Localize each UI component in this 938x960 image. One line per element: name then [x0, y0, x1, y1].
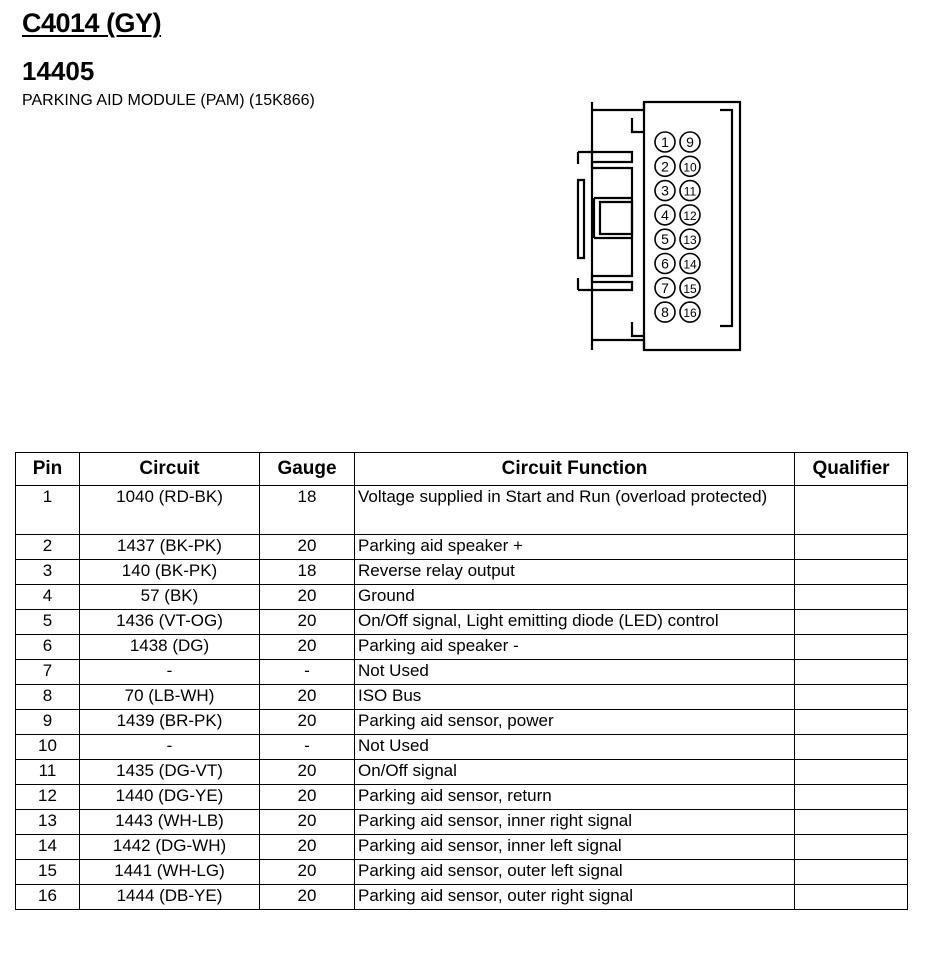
connector-code: C4014 (GY): [22, 8, 162, 38]
table-row: [16, 785, 908, 810]
qualifier-cell: [795, 685, 908, 710]
qualifier-cell: [795, 486, 908, 535]
table-row: [16, 760, 908, 785]
circuit-function-cell: Ground: [355, 585, 795, 610]
header-circuit: Circuit: [80, 453, 260, 486]
circuit-function-cell: Voltage supplied in Start and Run (overload protected): [355, 486, 795, 535]
pin-number-label: 6: [661, 255, 669, 272]
circuit-function-cell: Parking aid sensor, inner left signal: [355, 835, 795, 860]
gauge-cell: 20: [260, 685, 355, 710]
circuit-function-cell: ISO Bus: [355, 685, 795, 710]
pin-cell: 12: [16, 785, 80, 810]
table-row: [16, 560, 908, 585]
table-row: [16, 610, 908, 635]
table-row: [16, 585, 908, 610]
qualifier-cell: [795, 560, 908, 585]
circuit-cell: 1441 (WH-LG): [80, 860, 260, 885]
circuit-function-cell: Not Used: [355, 735, 795, 760]
pin-cell: 1: [16, 486, 80, 535]
pin-cell: 3: [16, 560, 80, 585]
gauge-cell: 20: [260, 535, 355, 560]
qualifier-cell: [795, 760, 908, 785]
connector-rail: [720, 110, 732, 326]
circuit-function-cell: On/Off signal: [355, 760, 795, 785]
pin-cell: 4: [16, 585, 80, 610]
circuit-cell: 1442 (DG-WH): [80, 835, 260, 860]
circuit-function-cell: Not Used: [355, 660, 795, 685]
qualifier-cell: [795, 660, 908, 685]
gauge-cell: 20: [260, 760, 355, 785]
circuit-cell: 140 (BK-PK): [80, 560, 260, 585]
circuit-cell: -: [80, 735, 260, 760]
pin-circles: [655, 132, 700, 322]
component-number: 14405: [22, 56, 95, 86]
pin-number-label: 13: [683, 233, 697, 248]
circuit-cell: 57 (BK): [80, 585, 260, 610]
table-row: [16, 860, 908, 885]
circuit-cell: -: [80, 660, 260, 685]
gauge-cell: -: [260, 660, 355, 685]
gauge-cell: 20: [260, 635, 355, 660]
pin-number-label: 10: [683, 160, 697, 175]
pin-cell: 15: [16, 860, 80, 885]
circuit-function-cell: Parking aid sensor, return: [355, 785, 795, 810]
pin-cell: 9: [16, 710, 80, 735]
pin-number-label: 7: [661, 279, 669, 296]
pin-number-label: 9: [686, 134, 694, 150]
gauge-cell: 20: [260, 585, 355, 610]
pin-cell: 7: [16, 660, 80, 685]
table-row: [16, 885, 908, 910]
circuit-cell: 70 (LB-WH): [80, 685, 260, 710]
circuit-function-cell: Parking aid sensor, outer left signal: [355, 860, 795, 885]
qualifier-cell: [795, 710, 908, 735]
circuit-function-cell: Parking aid sensor, inner right signal: [355, 810, 795, 835]
component-name: PARKING AID MODULE (PAM) (15K866): [22, 92, 315, 109]
qualifier-cell: [795, 635, 908, 660]
qualifier-cell: [795, 535, 908, 560]
connector-inner-body: [632, 102, 644, 350]
table-row: [16, 835, 908, 860]
table-row: [16, 810, 908, 835]
qualifier-cell: [795, 860, 908, 885]
pin-number-label: 8: [661, 304, 669, 321]
connector-latch-tab: [578, 180, 584, 258]
circuit-cell: 1040 (RD-BK): [80, 486, 260, 535]
header-qualifier: Qualifier: [795, 453, 908, 486]
table-row: [16, 486, 908, 535]
qualifier-cell: [795, 885, 908, 910]
connector-latch: [578, 152, 632, 290]
pin-number-label: 5: [661, 231, 669, 248]
qualifier-cell: [795, 810, 908, 835]
connector-face-diagram: [560, 90, 750, 360]
pin-cell: 2: [16, 535, 80, 560]
qualifier-cell: [795, 785, 908, 810]
pin-cell: 14: [16, 835, 80, 860]
circuit-cell: 1443 (WH-LB): [80, 810, 260, 835]
table-row: [16, 535, 908, 560]
circuit-function-cell: Parking aid speaker +: [355, 535, 795, 560]
circuit-function-cell: Parking aid sensor, outer right signal: [355, 885, 795, 910]
table-row: [16, 735, 908, 760]
pin-cell: 13: [16, 810, 80, 835]
table-header-row: [16, 453, 908, 486]
gauge-cell: 20: [260, 835, 355, 860]
table-row: [16, 710, 908, 735]
header-pin: Pin: [16, 453, 80, 486]
header-circuit-function: Circuit Function: [355, 453, 795, 486]
qualifier-cell: [795, 585, 908, 610]
pin-cell: 6: [16, 635, 80, 660]
table-row: [16, 660, 908, 685]
gauge-cell: 20: [260, 860, 355, 885]
pin-cell: 5: [16, 610, 80, 635]
circuit-cell: 1444 (DB-YE): [80, 885, 260, 910]
circuit-cell: 1438 (DG): [80, 635, 260, 660]
gauge-cell: -: [260, 735, 355, 760]
table-row: [16, 685, 908, 710]
gauge-cell: 18: [260, 486, 355, 535]
pin-number-label: 1: [661, 134, 669, 150]
gauge-cell: 20: [260, 810, 355, 835]
pin-number-label: 2: [661, 158, 669, 175]
circuit-function-cell: Parking aid sensor, power: [355, 710, 795, 735]
circuit-cell: 1437 (BK-PK): [80, 535, 260, 560]
pin-number-label: 3: [661, 182, 669, 199]
circuit-cell: 1435 (DG-VT): [80, 760, 260, 785]
circuit-function-cell: Parking aid speaker -: [355, 635, 795, 660]
pin-number-label: 15: [683, 281, 697, 296]
gauge-cell: 20: [260, 710, 355, 735]
pinout-table: [15, 452, 908, 910]
pin-number-label: 16: [683, 306, 697, 321]
pin-cell: 16: [16, 885, 80, 910]
table-row: [16, 635, 908, 660]
pin-cell: 10: [16, 735, 80, 760]
gauge-cell: 20: [260, 885, 355, 910]
circuit-function-cell: On/Off signal, Light emitting diode (LED) control: [355, 610, 795, 635]
pin-number-label: 11: [683, 184, 697, 199]
pin-number-label: 4: [661, 206, 669, 223]
qualifier-cell: [795, 835, 908, 860]
pin-number-label: 14: [683, 257, 697, 272]
circuit-cell: 1436 (VT-OG): [80, 610, 260, 635]
pin-cell: 11: [16, 760, 80, 785]
qualifier-cell: [795, 610, 908, 635]
pin-cell: 8: [16, 685, 80, 710]
circuit-cell: 1439 (BR-PK): [80, 710, 260, 735]
connector-latch-opening: [600, 202, 632, 234]
gauge-cell: 18: [260, 560, 355, 585]
header-gauge: Gauge: [260, 453, 355, 486]
gauge-cell: 20: [260, 785, 355, 810]
circuit-cell: 1440 (DG-YE): [80, 785, 260, 810]
qualifier-cell: [795, 735, 908, 760]
circuit-function-cell: Reverse relay output: [355, 560, 795, 585]
pin-number-label: 12: [683, 208, 697, 223]
gauge-cell: 20: [260, 610, 355, 635]
